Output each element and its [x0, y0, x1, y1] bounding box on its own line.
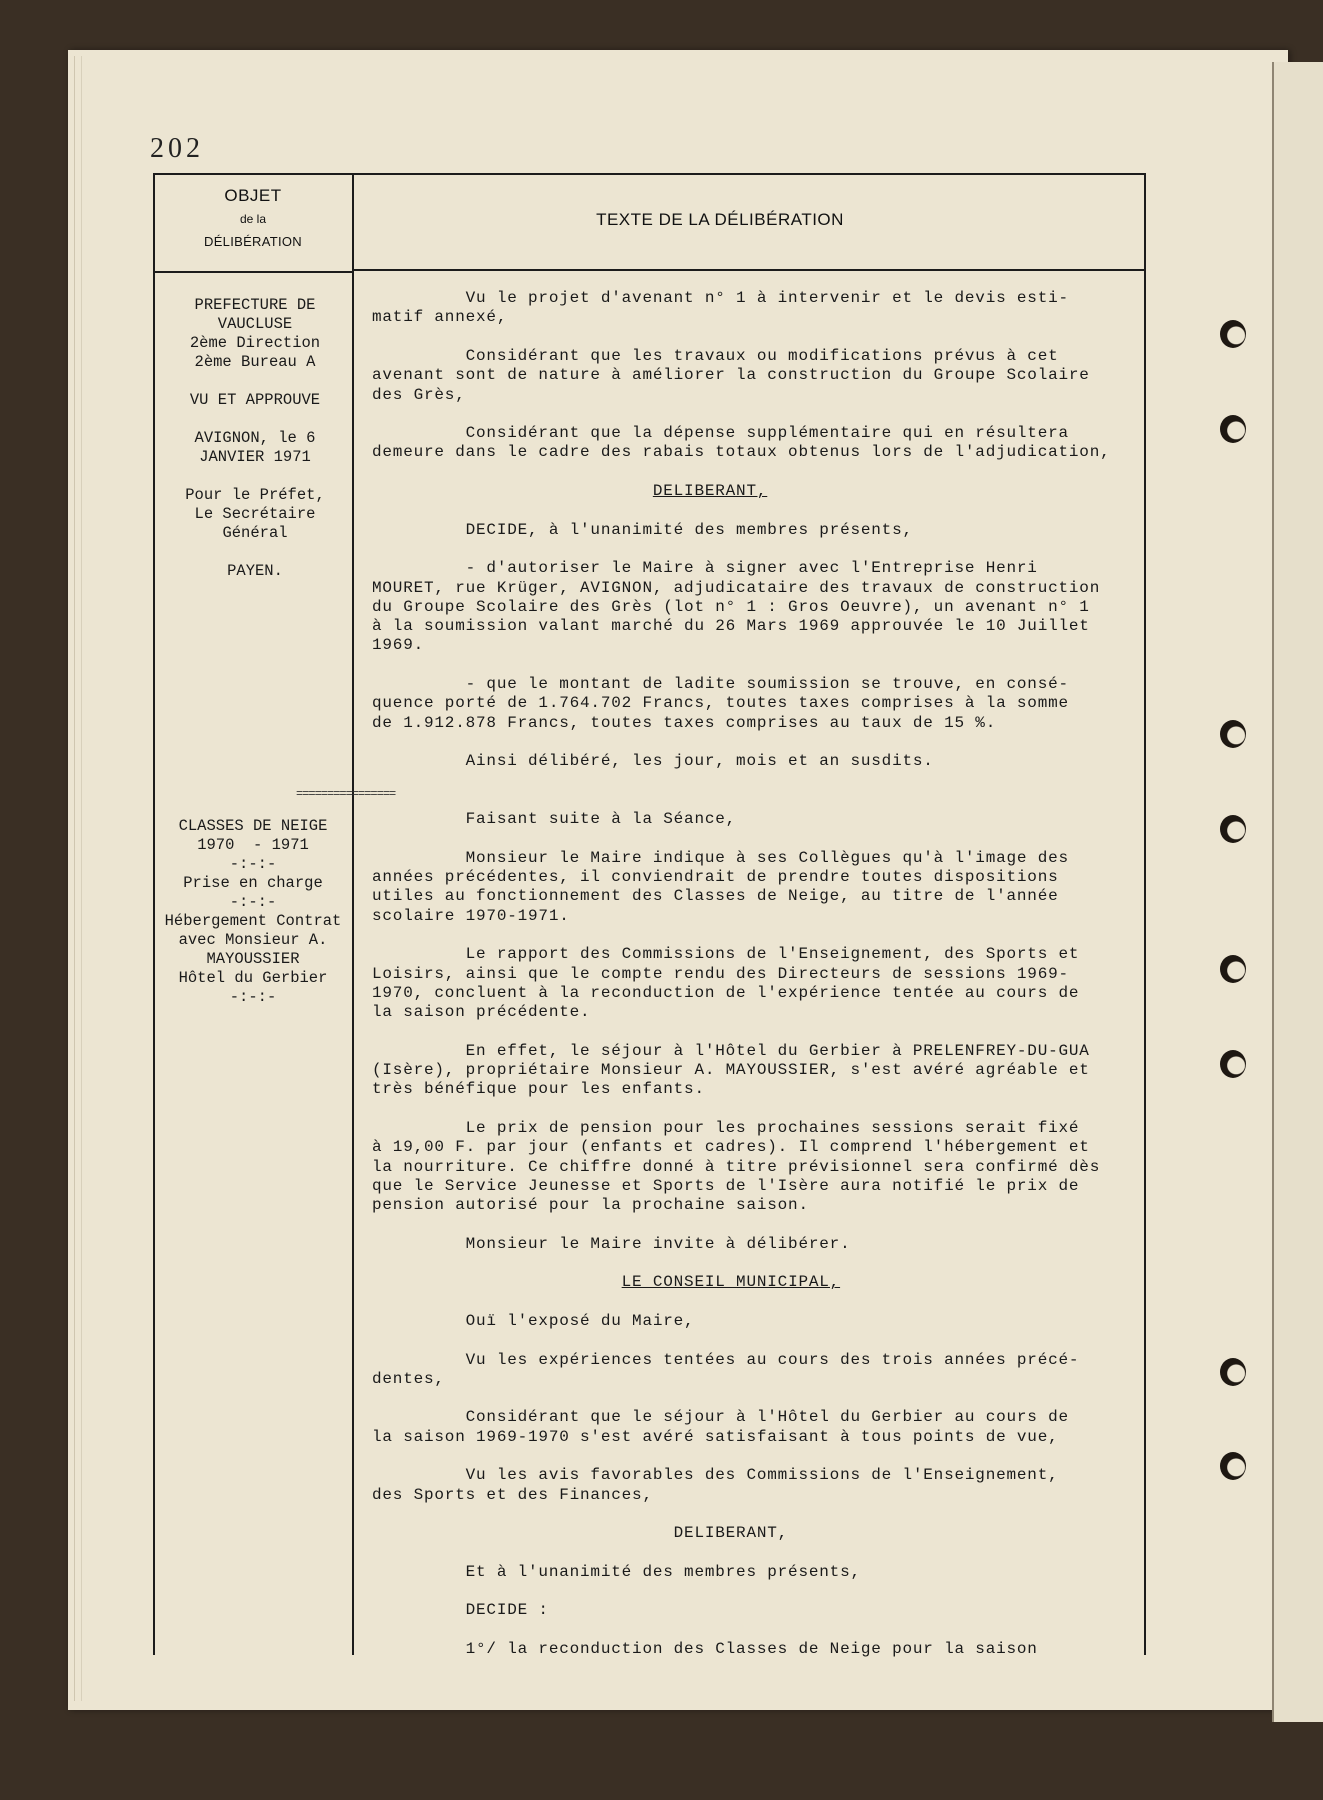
- text-line: à la soumission valant marché du 26 Mars 1969 approuvée le 10 Juillet: [372, 617, 1090, 636]
- column-header-text: TEXTE DE LA DÉLIBÉRATION: [596, 210, 844, 229]
- punch-hole: [1220, 1452, 1246, 1480]
- text-line: dentes,: [372, 1369, 445, 1388]
- header-deliberation-label: DÉLIBÉRATION: [204, 234, 302, 249]
- punch-hole: [1220, 415, 1246, 443]
- text-line: de 1.912.878 Francs, toutes taxes comprises au taux de 15 %.: [372, 713, 997, 732]
- page-number: 202: [150, 133, 204, 164]
- text-line: (Isère), propriétaire Monsieur A. MAYOUSSIER, s'est avéré agréable et: [372, 1061, 1090, 1079]
- header-divider-right: [354, 269, 1144, 271]
- text-line: matif annexé,: [372, 308, 508, 327]
- header-of-label: de la: [239, 212, 267, 226]
- text-line: En effet, le séjour à l'Hôtel du Gerbier à PRELENFREY-DU-GUA: [372, 1041, 1090, 1060]
- text-line: DECIDE :: [372, 1601, 549, 1620]
- text-line: du Groupe Scolaire des Grès (lot n° 1 : Gros Oeuvre), un avenant n° 1: [372, 597, 1090, 616]
- adjacent-page-edge: [1272, 62, 1323, 1722]
- text-line: quence porté de 1.764.702 Francs, toutes taxes comprises à la somme: [372, 694, 1069, 713]
- text-line: Le rapport des Commissions de l'Enseignement, des Sports et: [372, 945, 1080, 964]
- text-line: des Sports et des Finances,: [372, 1485, 653, 1504]
- punch-hole: [1220, 1358, 1246, 1386]
- text-line: à 19,00 F. par jour (enfants et cadres). Il comprend l'hébergement et: [372, 1138, 1090, 1157]
- text-line: des Grès,: [372, 385, 466, 404]
- text-line: Vu les avis favorables des Commissions de l'Enseignement,: [372, 1466, 1059, 1485]
- header-divider-left: [155, 271, 352, 273]
- text-line: la saison 1969-1970 s'est avéré satisfaisant à tous points de vue,: [372, 1427, 1059, 1446]
- text-line: 1969.: [372, 636, 425, 655]
- text-line: Considérant que les travaux ou modifications prévus à cet: [372, 346, 1059, 365]
- text-line: Vu les expériences tentées au cours des trois années précé-: [372, 1350, 1080, 1369]
- punch-hole: [1220, 955, 1246, 983]
- text-line: LE CONSEIL MUNICIPAL,: [621, 1273, 841, 1292]
- text-line: - d'autoriser le Maire à signer avec l'Entreprise Henri: [372, 559, 1038, 578]
- page-edge: [74, 56, 82, 1701]
- text-line: la nourriture. Ce chiffre donné à titre prévisionnel sera confirmé dès: [372, 1157, 1101, 1176]
- text-line: Monsieur le Maire indique à ses Collègues qu'à l'image des: [372, 848, 1069, 867]
- margin-note-classes-de-neige: CLASSES DE NEIGE 1970 - 1971 -:-:- Prise en charge -:-:- Hébergement Contrat avec Monsieur A. MAYOUSSIER Hôtel du Gerbier -:-:-: [164, 817, 342, 1006]
- text-line: DECIDE, à l'unanimité des membres présents,: [372, 520, 913, 539]
- text-line: Et à l'unanimité des membres présents,: [372, 1562, 861, 1581]
- text-line: Considérant que la dépense supplémentaire qui en résultera: [372, 424, 1069, 443]
- header-object-label: OBJET: [224, 186, 282, 205]
- text-line: très bénéfique pour les enfants.: [372, 1080, 705, 1099]
- table-top-border: [153, 173, 1146, 175]
- text-line: Le prix de pension pour les prochaines sessions serait fixé: [372, 1118, 1080, 1137]
- text-line: 1°/ la reconduction des Classes de Neige pour la saison: [372, 1640, 1038, 1658]
- table-right-border: [1144, 173, 1146, 1655]
- text-line: Monsieur le Maire invite à délibérer.: [372, 1234, 851, 1253]
- text-line: Vu le projet d'avenant n° 1 à intervenir et le devis esti-: [372, 289, 1069, 307]
- text-line: utiles au fonctionnement des Classes de Neige, au titre de l'année: [372, 887, 1059, 906]
- text-line: DELIBERANT,: [652, 482, 768, 500]
- text-line: Faisant suite à la Séance,: [372, 810, 737, 829]
- text-line: Ainsi délibéré, les jour, mois et an susdits.: [372, 752, 934, 771]
- text-line: pension autorisé pour la prochaine saison.: [372, 1196, 809, 1215]
- text-line: 1970, concluent à la reconduction de l'expérience tentée au cours de: [372, 983, 1080, 1002]
- punch-hole: [1220, 320, 1246, 348]
- text-line: la saison précédente.: [372, 1003, 591, 1022]
- text-line: demeure dans le cadre des rabais totaux obtenus lors de l'adjudication,: [372, 443, 1111, 462]
- text-line: Loisirs, ainsi que le compte rendu des Directeurs de sessions 1969-: [372, 964, 1069, 983]
- punch-hole: [1220, 1050, 1246, 1078]
- text-line: que le Service Jeunesse et Sports de l'Isère aura notifié le prix de: [372, 1176, 1080, 1195]
- section-separator: ================: [296, 787, 396, 801]
- text-line: MOURET, rue Krüger, AVIGNON, adjudicataire des travaux de construction: [372, 578, 1101, 597]
- margin-note-prefecture: PREFECTURE DE VAUCLUSE 2ème Direction 2ème Bureau A VU ET APPROUVE AVIGNON, le 6 JANVIER 1971 Pour le Préfet, Le Secrétaire Général PAYEN.: [185, 296, 325, 580]
- text-line: DELIBERANT,: [372, 1524, 789, 1543]
- text-line: - que le montant de ladite soumission se trouve, en consé-: [372, 675, 1069, 693]
- punch-hole: [1220, 720, 1246, 748]
- punch-hole: [1220, 815, 1246, 843]
- text-line: avenant sont de nature à améliorer la construction du Groupe Scolaire: [372, 366, 1090, 385]
- text-line: Ouï l'exposé du Maire,: [372, 1311, 695, 1330]
- column-header-object: [155, 186, 351, 249]
- text-line: années précédentes, il conviendrait de prendre toutes dispositions: [372, 868, 1059, 886]
- text-line: scolaire 1970-1971.: [372, 906, 570, 925]
- text-line: Considérant que le séjour à l'Hôtel du Gerbier au cours de: [372, 1408, 1069, 1427]
